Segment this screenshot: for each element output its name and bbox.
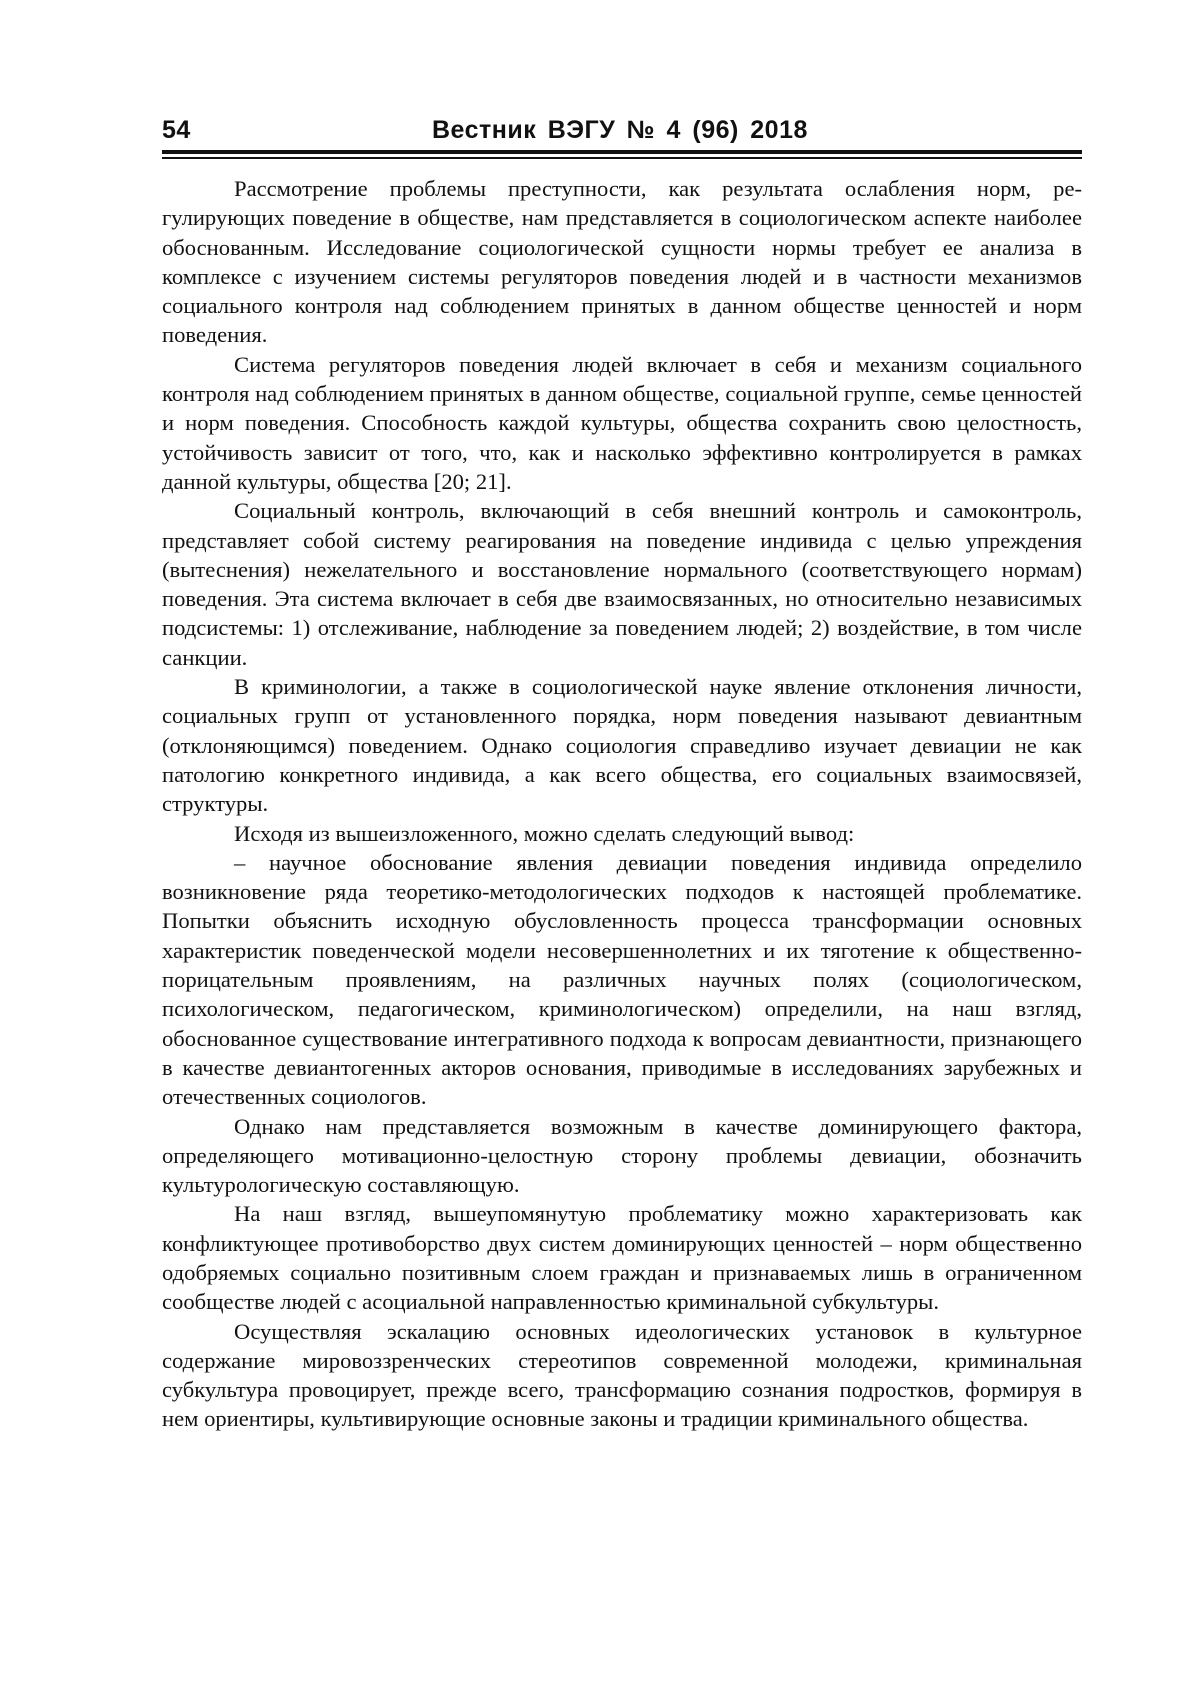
paragraph: Исходя из вышеизложенного, можно сделать следующий вывод: (234, 820, 855, 846)
paragraph: Однако нам представляется возможным в качестве доминирующего фактора, определяющего мотивационно-целостную сторону проблемы девиации, обозначить культурологическую составляющую. (162, 1113, 1082, 1198)
paragraph: В криминологии, а также в социологической науке явление отклонения личности, социальных групп от установленного порядка, норм поведения называют девиантным (отклоняющимся) поведением. Однако социология справедливо изучает девиации не как патологию конкретного индивида, а как всего общества, его социальных взаимосвязей, структуры. (162, 674, 1082, 817)
paragraph: – научное обоснование явления девиации поведения индивида определило возникновение ряда теоретико-методологических подходов к настоящей проблематике. Попытки объяснить исходную обусловленность процесса трансформации основных характеристик поведенческой модели несовершеннолетних и их тяготение к общественно-порицательным проявлениям, на различных научных полях (социологическом, психологическом, педагогическом, криминологическом) определили, на наш взгляд, обоснованное существование интегративного подхода к вопросам девиантности, признающего в качестве девиантогенных акторов основания, приводимые в исследованиях зарубежных и отечественных социологов. (162, 849, 1082, 1110)
page-number: 54 (162, 116, 191, 144)
paragraph: Рассмотрение проблемы преступности, как результата ослабления норм, регулирующих поведение в обществе, нам представляется в социологическом аспекте наиболее обоснованным. Исследование социологической сущности нормы требует ее анализа в комплексе с изучением системы регуляторов поведения людей и в частности механизмов социального контроля над соблюдением принятых в данном обществе ценностей и норм поведения. (162, 176, 1082, 348)
paragraph: На наш взгляд, вышеупомянутую проблематику можно характеризовать как конфликтующее противоборство двух систем доминирующих ценностей – норм общественно одобряемых социально позитивным слоем граждан и признаваемых лишь в ограниченном сообществе людей с асоциальной направленностью криминальной субкультуры. (162, 1201, 1082, 1315)
journal-title: Вестник ВЭГУ № 4 (96) 2018 (432, 116, 808, 144)
paragraph: Социальный контроль, включающий в себя внешний контроль и самоконтроль, представляет собой систему реагирования на поведение индивида с целью упреждения (вытеснения) нежелательного и восстановление нормального (соответствующего нормам) поведения. Эта система включает в себя две взаимосвязанных, но относительно независимых подсистемы: 1) отслеживание, наблюдение за поведением людей; 2) воздействие, в том числе санкции. (162, 498, 1082, 670)
paragraph: Система регуляторов поведения людей включает в себя и механизм социального контроля над соблюдением принятых в данном обществе, социальной группе, семье ценностей и норм поведения. Способность каждой культуры, общества сохранить свою целостность, устойчивость зависит от того, что, как и насколько эффективно контролируется в рамках данной культуры, общества [20; 21]. (162, 351, 1082, 494)
header-rule-thick (162, 150, 1082, 154)
header-rule-thin (162, 157, 1082, 159)
journal-page (162, 112, 1082, 1432)
paragraph: Осуществляя эскалацию основных идеологических установок в культурное содержание мировоззренческих стереотипов современной молодежи, криминальная субкультура провоцирует, прежде всего, трансформацию сознания подростков, формируя в нем ориентиры, культивирующие основные законы и традиции криминального общества. (162, 1318, 1082, 1432)
article-body (162, 174, 1082, 1434)
running-header (162, 112, 1082, 148)
